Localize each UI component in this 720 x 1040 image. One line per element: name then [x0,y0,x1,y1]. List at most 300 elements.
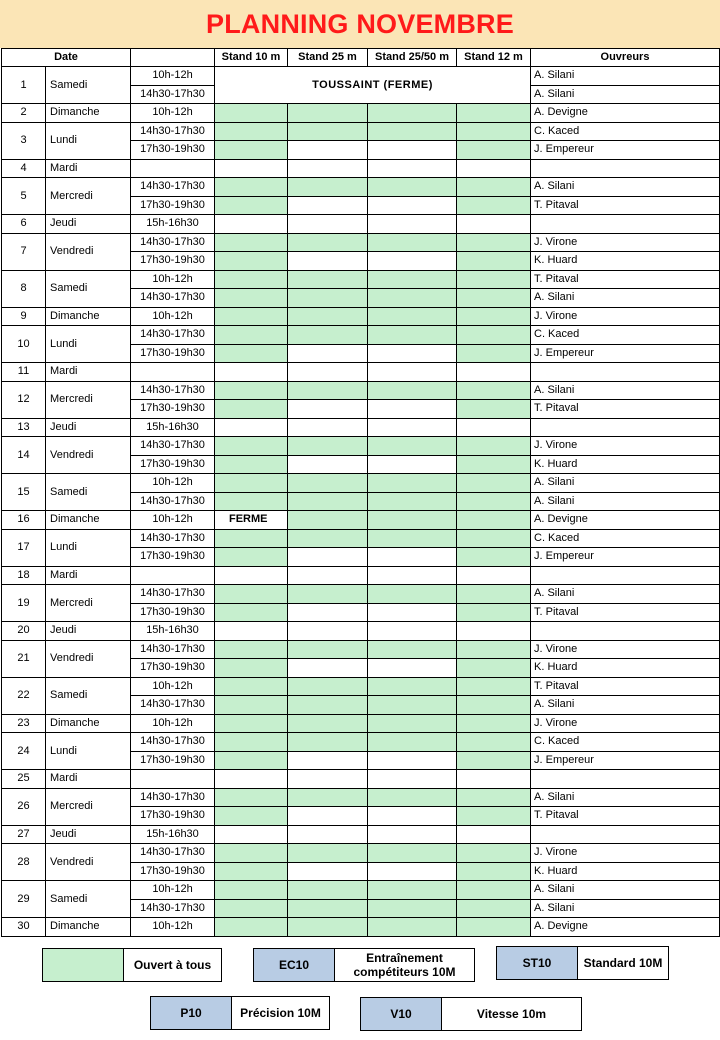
table-row [2,178,720,197]
cell-stand-10 [215,714,288,733]
opener-name: K. Huard [531,659,720,678]
header-ouvreurs: Ouvreurs [531,49,720,67]
day-name: Lundi [46,733,131,770]
cell-stand-25-50 [368,233,457,252]
cell-stand-25-50 [368,566,457,585]
day-name: Samedi [46,67,131,104]
cell-stand-10 [215,918,288,937]
cell-stand-25 [288,548,368,567]
cell-stand-25 [288,122,368,141]
cell-stand-25 [288,215,368,234]
time-slot: 14h30-17h30 [131,437,215,456]
time-slot: 14h30-17h30 [131,233,215,252]
cell-stand-10 [215,585,288,604]
cell-stand-25 [288,899,368,918]
cell-stand-10 [215,548,288,567]
day-name: Dimanche [46,511,131,530]
legend-open-label: Ouvert à tous [133,958,212,972]
cell-stand-12 [457,548,531,567]
opener-name: A. Silani [531,585,720,604]
cell-stand-25-50 [368,825,457,844]
cell-stand-25-50 [368,122,457,141]
day-number: 28 [2,844,46,881]
cell-stand-10 [215,215,288,234]
cell-stand-25-50 [368,899,457,918]
cell-stand-25-50 [368,511,457,530]
opener-name: K. Huard [531,252,720,271]
day-name: Lundi [46,122,131,159]
cell-stand-10 [215,400,288,419]
cell-stand-10 [215,252,288,271]
opener-name: J. Virone [531,844,720,863]
page-title: PLANNING NOVEMBRE [206,8,514,39]
day-name: Mardi [46,770,131,789]
cell-stand-25-50 [368,474,457,493]
time-slot: 17h30-19h30 [131,659,215,678]
cell-stand-25-50 [368,196,457,215]
legend-v10-label: Vitesse 10m [476,1007,547,1021]
day-name: Mercredi [46,178,131,215]
cell-stand-25-50 [368,585,457,604]
cell-stand-12 [457,696,531,715]
cell-stand-25-50 [368,344,457,363]
cell-stand-12 [457,807,531,826]
day-number: 26 [2,788,46,825]
time-slot: 10h-12h [131,307,215,326]
time-slot: 10h-12h [131,67,215,86]
legend-ec10 [253,948,475,982]
legend-st10-label: Standard 10M [583,956,663,970]
day-name: Mercredi [46,788,131,825]
legend-ec10-code: EC10 [254,949,335,981]
day-number: 21 [2,640,46,677]
table-row [2,474,720,493]
cell-stand-25-50 [368,677,457,696]
cell-stand-12 [457,252,531,271]
day-number: 27 [2,825,46,844]
opener-name [531,215,720,234]
planning-table [1,48,720,937]
table-row [2,844,720,863]
legend-st10 [496,946,669,980]
cell-stand-25-50 [368,270,457,289]
cell-stand-10 [215,677,288,696]
opener-name: J. Empereur [531,344,720,363]
cell-stand-25-50 [368,622,457,641]
legend-p10-code: P10 [151,997,232,1029]
cell-stand-12 [457,899,531,918]
cell-stand-12 [457,881,531,900]
cell-stand-25 [288,825,368,844]
opener-name: J. Virone [531,233,720,252]
time-slot: 14h30-17h30 [131,326,215,345]
opener-name: J. Empereur [531,141,720,160]
time-slot: 17h30-19h30 [131,751,215,770]
cell-stand-10 [215,899,288,918]
cell-stand-25 [288,474,368,493]
cell-stand-10 [215,178,288,197]
cell-stand-12 [457,196,531,215]
cell-stand-25 [288,104,368,123]
opener-name: A. Devigne [531,511,720,530]
cell-stand-12 [457,751,531,770]
time-slot: 14h30-17h30 [131,178,215,197]
opener-name: T. Pitaval [531,603,720,622]
day-name: Dimanche [46,307,131,326]
cell-stand-10 [215,529,288,548]
opener-name: A. Silani [531,474,720,493]
cell-stand-25 [288,381,368,400]
cell-stand-10 [215,603,288,622]
cell-stand-12 [457,659,531,678]
table-row [2,363,720,382]
cell-stand-25-50 [368,696,457,715]
legend-p10-label: Précision 10M [240,1006,321,1020]
table-row [2,918,720,937]
day-number: 23 [2,714,46,733]
header-stand-10: Stand 10 m [215,49,288,67]
table-row [2,233,720,252]
opener-name: A. Silani [531,899,720,918]
opener-name: J. Virone [531,307,720,326]
cell-stand-25 [288,640,368,659]
cell-stand-25-50 [368,714,457,733]
cell-stand-25 [288,196,368,215]
time-slot: 10h-12h [131,881,215,900]
cell-stand-12 [457,215,531,234]
table-row [2,215,720,234]
day-name: Mercredi [46,381,131,418]
opener-name: A. Devigne [531,918,720,937]
opener-name [531,622,720,641]
day-number: 15 [2,474,46,511]
cell-stand-12 [457,474,531,493]
header-time [131,49,215,67]
cell-stand-25-50 [368,252,457,271]
day-number: 8 [2,270,46,307]
day-number: 22 [2,677,46,714]
time-slot: 15h-16h30 [131,622,215,641]
opener-name: J. Virone [531,437,720,456]
cell-stand-12 [457,918,531,937]
table-row [2,307,720,326]
cell-stand-25-50 [368,751,457,770]
cell-stand-12 [457,326,531,345]
day-name: Vendredi [46,844,131,881]
time-slot: 14h30-17h30 [131,529,215,548]
cell-stand-12 [457,529,531,548]
opener-name: A. Silani [531,67,720,86]
cell-stand-25-50 [368,807,457,826]
cell-stand-10 [215,363,288,382]
cell-stand-10 [215,751,288,770]
opener-name [531,566,720,585]
time-slot: 17h30-19h30 [131,548,215,567]
table-row [2,511,720,530]
day-name: Mardi [46,159,131,178]
day-name: Dimanche [46,714,131,733]
cell-stand-25-50 [368,548,457,567]
table-row [2,585,720,604]
table-row [2,122,720,141]
cell-stand-12 [457,141,531,160]
cell-stand-12 [457,844,531,863]
cell-stand-25 [288,585,368,604]
time-slot: 14h30-17h30 [131,696,215,715]
cell-stand-12 [457,622,531,641]
cell-stand-25 [288,233,368,252]
table-row [2,381,720,400]
time-slot: 10h-12h [131,270,215,289]
opener-name: A. Silani [531,289,720,308]
cell-stand-12 [457,307,531,326]
cell-stand-12 [457,344,531,363]
opener-name: J. Empereur [531,751,720,770]
opener-name [531,825,720,844]
cell-stand-10 [215,141,288,160]
day-number: 7 [2,233,46,270]
cell-stand-10 [215,733,288,752]
day-number: 9 [2,307,46,326]
legend-p10 [150,996,330,1030]
opener-name: C. Kaced [531,733,720,752]
legend-v10-code: V10 [361,998,442,1030]
time-slot [131,566,215,585]
day-name: Samedi [46,881,131,918]
cell-stand-10 [215,122,288,141]
table-row [2,566,720,585]
time-slot: 17h30-19h30 [131,862,215,881]
cell-stand-25-50 [368,788,457,807]
time-slot: 17h30-19h30 [131,344,215,363]
table-row [2,529,720,548]
time-slot: 15h-16h30 [131,418,215,437]
cell-stand-25 [288,862,368,881]
opener-name: C. Kaced [531,326,720,345]
cell-stand-12 [457,862,531,881]
cell-stand-10 [215,437,288,456]
cell-stand-12 [457,363,531,382]
opener-name: A. Silani [531,696,720,715]
cell-stand-12 [457,677,531,696]
cell-stand-25 [288,159,368,178]
legend-open-swatch [43,949,124,981]
day-number: 6 [2,215,46,234]
day-number: 12 [2,381,46,418]
cell-stand-10 [215,862,288,881]
day-number: 16 [2,511,46,530]
day-name: Lundi [46,326,131,363]
cell-stand-25 [288,418,368,437]
cell-stand-25 [288,770,368,789]
legend-st10-code: ST10 [497,947,578,979]
day-number: 2 [2,104,46,123]
time-slot: 14h30-17h30 [131,899,215,918]
cell-stand-25-50 [368,492,457,511]
cell-stand-10 [215,104,288,123]
opener-name: A. Devigne [531,104,720,123]
cell-stand-12 [457,788,531,807]
time-slot [131,159,215,178]
cell-stand-10 [215,381,288,400]
opener-name: T. Pitaval [531,677,720,696]
time-slot: 14h30-17h30 [131,85,215,104]
cell-stand-25-50 [368,770,457,789]
opener-name: A. Silani [531,178,720,197]
table-row [2,326,720,345]
cell-stand-25-50 [368,659,457,678]
cell-stand-25 [288,844,368,863]
time-slot: 14h30-17h30 [131,492,215,511]
table-row [2,622,720,641]
day-name: Dimanche [46,918,131,937]
table-row [2,677,720,696]
day-number: 13 [2,418,46,437]
day-name: Jeudi [46,215,131,234]
cell-stand-10 [215,307,288,326]
day-number: 14 [2,437,46,474]
cell-stand-25 [288,141,368,160]
cell-stand-12 [457,178,531,197]
time-slot: 10h-12h [131,511,215,530]
cell-stand-25-50 [368,455,457,474]
day-name: Jeudi [46,622,131,641]
header-date: Date [2,49,131,67]
legend-ec10-label: Entraînement compétiteurs 10M [353,951,456,979]
cell-stand-12 [457,566,531,585]
day-number: 29 [2,881,46,918]
cell-stand-10 [215,159,288,178]
day-number: 5 [2,178,46,215]
day-name: Mercredi [46,585,131,622]
day-number: 3 [2,122,46,159]
cell-stand-12 [457,270,531,289]
cell-stand-25 [288,400,368,419]
time-slot: 10h-12h [131,104,215,123]
cell-stand-10 [215,696,288,715]
cell-stand-25-50 [368,178,457,197]
cell-stand-10 [215,492,288,511]
table-row [2,825,720,844]
cell-stand-12 [457,825,531,844]
day-number: 10 [2,326,46,363]
cell-stand-12 [457,640,531,659]
cell-stand-12 [457,418,531,437]
table-row [2,159,720,178]
day-number: 4 [2,159,46,178]
opener-name: K. Huard [531,455,720,474]
cell-stand-12 [457,437,531,456]
opener-name: J. Virone [531,640,720,659]
time-slot: 17h30-19h30 [131,196,215,215]
time-slot: 17h30-19h30 [131,252,215,271]
cell-stand-25-50 [368,881,457,900]
cell-stand-25-50 [368,104,457,123]
cell-stand-25 [288,807,368,826]
cell-stand-10 [215,418,288,437]
time-slot: 14h30-17h30 [131,585,215,604]
cell-stand-10 [215,770,288,789]
time-slot: 17h30-19h30 [131,455,215,474]
cell-stand-25-50 [368,418,457,437]
cell-stand-10 [215,270,288,289]
cell-stand-10 [215,326,288,345]
opener-name: K. Huard [531,862,720,881]
table-row [2,788,720,807]
cell-stand-25 [288,326,368,345]
opener-name: A. Silani [531,492,720,511]
day-name: Samedi [46,270,131,307]
cell-stand-25 [288,696,368,715]
cell-stand-25-50 [368,844,457,863]
cell-stand-25-50 [368,215,457,234]
cell-stand-25 [288,289,368,308]
time-slot: 10h-12h [131,677,215,696]
time-slot: 15h-16h30 [131,825,215,844]
cell-stand-25 [288,733,368,752]
cell-stand-10 [215,622,288,641]
cell-stand-10 [215,233,288,252]
day-name: Lundi [46,529,131,566]
cell-stand-25-50 [368,862,457,881]
cell-stand-12 [457,381,531,400]
day-number: 24 [2,733,46,770]
day-name: Vendredi [46,640,131,677]
cell-stand-25 [288,788,368,807]
time-slot: 15h-16h30 [131,215,215,234]
legend-open [42,948,222,982]
cell-stand-25 [288,455,368,474]
cell-stand-25-50 [368,437,457,456]
time-slot: 17h30-19h30 [131,141,215,160]
cell-stand-25 [288,363,368,382]
day-name: Dimanche [46,104,131,123]
cell-stand-10 [215,640,288,659]
cell-stand-25 [288,252,368,271]
table-row [2,733,720,752]
cell-stand-10 [215,289,288,308]
cell-stand-10 [215,455,288,474]
cell-stand-25 [288,918,368,937]
cell-stand-25-50 [368,326,457,345]
header-stand-25-50: Stand 25/50 m [368,49,457,67]
time-slot: 14h30-17h30 [131,122,215,141]
cell-stand-25 [288,659,368,678]
header-stand-25: Stand 25 m [288,49,368,67]
cell-stand-10 [215,659,288,678]
cell-stand-12 [457,159,531,178]
cell-stand-25-50 [368,603,457,622]
opener-name: J. Empereur [531,548,720,567]
time-slot [131,363,215,382]
day-name: Mardi [46,566,131,585]
time-slot: 14h30-17h30 [131,844,215,863]
cell-stand-25-50 [368,363,457,382]
cell-stand-12 [457,733,531,752]
cell-stand-25 [288,178,368,197]
header-stand-12: Stand 12 m [457,49,531,67]
cell-stand-25-50 [368,289,457,308]
cell-stand-12 [457,455,531,474]
cell-stand-25-50 [368,307,457,326]
cell-stand-12 [457,770,531,789]
cell-stand-25 [288,566,368,585]
cell-stand-25-50 [368,640,457,659]
cell-stand-25 [288,677,368,696]
day-name: Jeudi [46,825,131,844]
cell-stand-12 [457,289,531,308]
opener-name: C. Kaced [531,529,720,548]
